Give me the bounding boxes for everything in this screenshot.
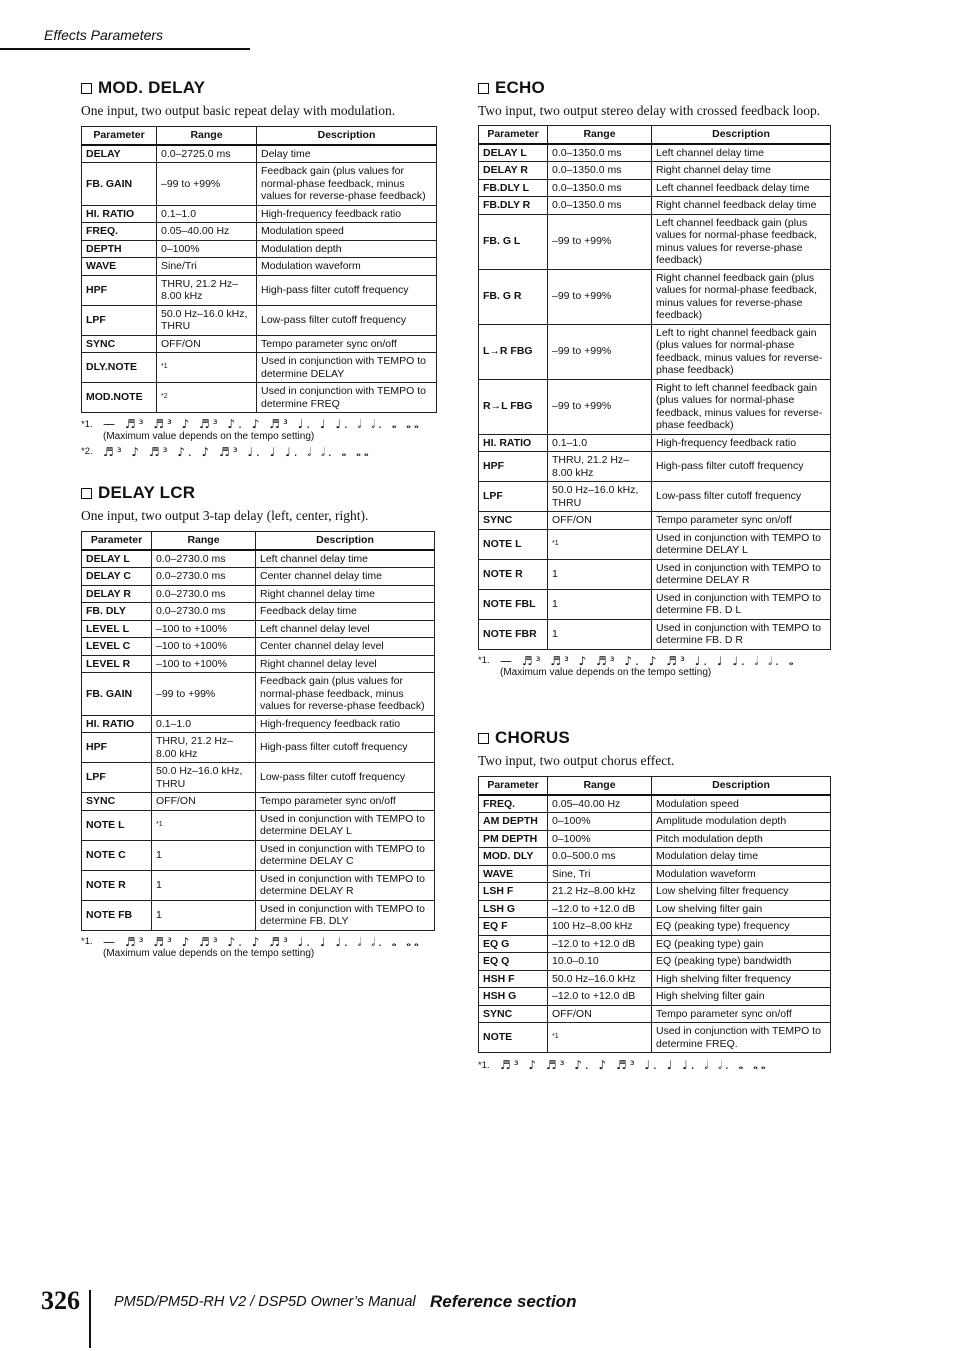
param-range: *1: [548, 529, 652, 559]
col-header-description: Description: [652, 777, 831, 795]
param-range: 0.0–1350.0 ms: [548, 144, 652, 162]
param-description: Used in conjunction with TEMPO to determine DELAY: [257, 353, 437, 383]
param-description: Low shelving filter gain: [652, 900, 831, 918]
param-range: 1: [548, 559, 652, 589]
header-title: Effects Parameters: [44, 27, 164, 43]
param-range: 100 Hz–8.00 kHz: [548, 918, 652, 936]
table-row: [479, 482, 831, 512]
param-description: Tempo parameter sync on/off: [652, 512, 831, 530]
param-name: SYNC: [82, 335, 157, 353]
param-name: NOTE R: [82, 870, 152, 900]
table-row: [82, 840, 435, 870]
param-description: High-pass filter cutoff frequency: [652, 452, 831, 482]
param-name: DELAY C: [82, 568, 152, 586]
param-range: –99 to +99%: [548, 379, 652, 434]
checkbox-square-icon: [478, 83, 489, 94]
col-header-description: Description: [652, 126, 831, 144]
col-header-parameter: Parameter: [82, 127, 157, 145]
table-header-row: [82, 127, 437, 145]
col-header-range: Range: [548, 126, 652, 144]
param-description: Used in conjunction with TEMPO to determine DELAY L: [652, 529, 831, 559]
param-description: Feedback delay time: [256, 603, 435, 621]
table-row: [479, 324, 831, 379]
param-name: HI. RATIO: [82, 715, 152, 733]
param-name: LEVEL L: [82, 620, 152, 638]
param-range: 50.0 Hz–16.0 kHz: [548, 970, 652, 988]
param-range: 0.0–1350.0 ms: [548, 162, 652, 180]
footer-divider: [89, 1290, 91, 1348]
table-row: [82, 163, 437, 206]
section-title: MOD. DELAY: [81, 78, 437, 98]
param-description: Used in conjunction with TEMPO to determine FB. D L: [652, 589, 831, 619]
param-name: R→L FBG: [479, 379, 548, 434]
param-range: Sine/Tri: [157, 258, 257, 276]
footnote-1-sub: (Maximum value depends on the tempo setting): [103, 430, 315, 442]
param-range: 0.0–2730.0 ms: [152, 568, 256, 586]
param-name: SYNC: [479, 1005, 548, 1023]
param-range: 0–100%: [548, 830, 652, 848]
table-row: [82, 223, 437, 241]
param-range: 0–100%: [157, 240, 257, 258]
table-row: [82, 335, 437, 353]
param-name: NOTE C: [82, 840, 152, 870]
table-row: [479, 529, 831, 559]
param-name: MOD.NOTE: [82, 383, 157, 413]
param-description: Low-pass filter cutoff frequency: [256, 763, 435, 793]
param-name: SYNC: [479, 512, 548, 530]
table-row: [479, 900, 831, 918]
table-row: [479, 988, 831, 1006]
param-description: High-frequency feedback ratio: [257, 205, 437, 223]
param-range: 10.0–0.10: [548, 953, 652, 971]
footnote-1: *1. ♬³ ♪ ♬³ ♪. ♪ ♬³ ♩. ♩ ♩. 𝅗𝅥 𝅗𝅥. 𝅝 𝅝𝅝: [478, 1058, 769, 1072]
param-range: 0.05–40.00 Hz: [548, 795, 652, 813]
param-description: Right channel delay level: [256, 655, 435, 673]
param-name: HSH F: [479, 970, 548, 988]
param-range: THRU, 21.2 Hz–8.00 kHz: [157, 275, 257, 305]
param-description: Left channel feedback gain (plus values for normal-phase feedback, minus values for reverse-phase feedback): [652, 214, 831, 269]
parameter-table: [81, 126, 437, 413]
param-name: MOD. DLY: [479, 848, 548, 866]
param-description: Modulation waveform: [257, 258, 437, 276]
table-row: [479, 559, 831, 589]
table-row: [479, 795, 831, 813]
table-row: [82, 763, 435, 793]
param-name: NOTE L: [479, 529, 548, 559]
table-row: [479, 162, 831, 180]
table-row: [479, 144, 831, 162]
param-name: FB. G L: [479, 214, 548, 269]
section-title: DELAY LCR: [81, 483, 437, 503]
param-name: L→R FBG: [479, 324, 548, 379]
table-row: [479, 970, 831, 988]
param-name: LEVEL C: [82, 638, 152, 656]
param-description: Low-pass filter cutoff frequency: [652, 482, 831, 512]
param-range: –100 to +100%: [152, 638, 256, 656]
section-delay-lcr: [81, 483, 437, 960]
header-rule: [0, 48, 250, 50]
parameter-table: [478, 125, 831, 650]
footnote-1: *1. — ♬³ ♬³ ♪ ♬³ ♪. ♪ ♬³ ♩. ♩ ♩. 𝅗𝅥 𝅗𝅥. 𝅝 𝅝𝅝: [81, 417, 422, 431]
param-description: Right channel delay time: [652, 162, 831, 180]
param-range: –99 to +99%: [548, 269, 652, 324]
table-row: [479, 953, 831, 971]
param-description: Low-pass filter cutoff frequency: [257, 305, 437, 335]
param-description: Feedback gain (plus values for normal-phase feedback, minus values for reverse-phase feedback): [256, 673, 435, 716]
param-description: Left channel delay time: [256, 550, 435, 568]
param-range: 0.1–1.0: [152, 715, 256, 733]
param-name: FB. DLY: [82, 603, 152, 621]
param-name: DEPTH: [82, 240, 157, 258]
param-description: Used in conjunction with TEMPO to determine DELAY R: [652, 559, 831, 589]
param-description: Delay time: [257, 145, 437, 163]
table-row: [82, 733, 435, 763]
note-values-icon: ♬³ ♪ ♬³ ♪. ♪ ♬³ ♩. ♩ ♩. 𝅗𝅥 𝅗𝅥. 𝅝 𝅝𝅝: [500, 1058, 769, 1072]
footnote-1-sub: (Maximum value depends on the tempo setting): [500, 667, 712, 679]
param-name: DELAY L: [479, 144, 548, 162]
manual-title: PM5D/PM5D-RH V2 / DSP5D Owner’s Manual: [114, 1294, 416, 1310]
param-range: 0.0–500.0 ms: [548, 848, 652, 866]
param-description: High-frequency feedback ratio: [652, 434, 831, 452]
table-row: [82, 145, 437, 163]
param-description: Used in conjunction with TEMPO to determine FB. D R: [652, 619, 831, 649]
table-row: [479, 379, 831, 434]
param-range: THRU, 21.2 Hz–8.00 kHz: [152, 733, 256, 763]
param-description: Tempo parameter sync on/off: [256, 793, 435, 811]
col-header-parameter: Parameter: [82, 532, 152, 550]
param-name: HI. RATIO: [82, 205, 157, 223]
param-description: Center channel delay time: [256, 568, 435, 586]
param-name: HPF: [82, 733, 152, 763]
param-description: Modulation depth: [257, 240, 437, 258]
param-description: High-frequency feedback ratio: [256, 715, 435, 733]
table-row: [479, 848, 831, 866]
table-row: [82, 275, 437, 305]
param-name: EQ F: [479, 918, 548, 936]
param-description: Center channel delay level: [256, 638, 435, 656]
table-row: [479, 1023, 831, 1053]
table-row: [82, 258, 437, 276]
param-range: –12.0 to +12.0 dB: [548, 900, 652, 918]
table-row: [479, 512, 831, 530]
param-range: OFF/ON: [157, 335, 257, 353]
param-description: Left channel feedback delay time: [652, 179, 831, 197]
table-row: [82, 305, 437, 335]
table-row: [479, 830, 831, 848]
checkbox-square-icon: [478, 733, 489, 744]
table-row: [479, 589, 831, 619]
param-range: *2: [157, 383, 257, 413]
table-row: [479, 619, 831, 649]
table-row: [479, 452, 831, 482]
parameter-table: [81, 531, 435, 931]
param-description: Left channel delay time: [652, 144, 831, 162]
param-description: EQ (peaking type) gain: [652, 935, 831, 953]
param-range: 1: [152, 840, 256, 870]
param-name: FB.DLY R: [479, 197, 548, 215]
param-description: Tempo parameter sync on/off: [652, 1005, 831, 1023]
param-name: HSH G: [479, 988, 548, 1006]
table-row: [479, 197, 831, 215]
table-row: [479, 918, 831, 936]
table-row: [82, 793, 435, 811]
table-row: [479, 935, 831, 953]
param-range: 0.0–2730.0 ms: [152, 585, 256, 603]
table-row: [82, 603, 435, 621]
param-name: LPF: [82, 305, 157, 335]
param-description: Modulation speed: [257, 223, 437, 241]
section-name: Reference section: [430, 1292, 577, 1311]
param-range: –100 to +100%: [152, 620, 256, 638]
param-description: EQ (peaking type) bandwidth: [652, 953, 831, 971]
section-description: Two input, two output chorus effect.: [478, 753, 675, 768]
note-values-icon: — ♬³ ♬³ ♪ ♬³ ♪. ♪ ♬³ ♩. ♩ ♩. 𝅗𝅥 𝅗𝅥. 𝅝 𝅝𝅝: [103, 417, 422, 431]
param-description: Left channel delay level: [256, 620, 435, 638]
param-name: FB. G R: [479, 269, 548, 324]
param-description: Modulation delay time: [652, 848, 831, 866]
param-range: 1: [152, 870, 256, 900]
checkbox-square-icon: [81, 83, 92, 94]
param-range: 0.1–1.0: [157, 205, 257, 223]
param-description: Modulation speed: [652, 795, 831, 813]
param-name: HPF: [479, 452, 548, 482]
param-description: Used in conjunction with TEMPO to determine DELAY C: [256, 840, 435, 870]
param-description: High-pass filter cutoff frequency: [257, 275, 437, 305]
param-name: FB. GAIN: [82, 163, 157, 206]
param-name: NOTE R: [479, 559, 548, 589]
col-header-range: Range: [152, 532, 256, 550]
table-row: [479, 865, 831, 883]
col-header-range: Range: [548, 777, 652, 795]
footnote-1: *1. — ♬³ ♬³ ♪ ♬³ ♪. ♪ ♬³ ♩. ♩ ♩. 𝅗𝅥 𝅗𝅥. 𝅝: [478, 653, 797, 668]
param-range: OFF/ON: [152, 793, 256, 811]
param-description: Feedback gain (plus values for normal-phase feedback, minus values for reverse-phase feedback): [257, 163, 437, 206]
param-name: NOTE FB: [82, 900, 152, 930]
section-title: ECHO: [478, 78, 834, 98]
table-row: [82, 900, 435, 930]
table-row: [479, 179, 831, 197]
section-title: CHORUS: [478, 728, 834, 748]
param-description: Used in conjunction with TEMPO to determine FREQ: [257, 383, 437, 413]
param-description: Amplitude modulation depth: [652, 813, 831, 831]
param-range: 1: [548, 589, 652, 619]
param-name: NOTE L: [82, 810, 152, 840]
param-range: –12.0 to +12.0 dB: [548, 935, 652, 953]
param-description: Used in conjunction with TEMPO to determine FB. DLY: [256, 900, 435, 930]
param-description: Right channel delay time: [256, 585, 435, 603]
param-name: LPF: [82, 763, 152, 793]
table-row: [82, 568, 435, 586]
table-row: [82, 620, 435, 638]
checkbox-square-icon: [81, 488, 92, 499]
param-name: FB. GAIN: [82, 673, 152, 716]
param-description: EQ (peaking type) frequency: [652, 918, 831, 936]
param-range: 0.0–2730.0 ms: [152, 550, 256, 568]
param-name: NOTE: [479, 1023, 548, 1053]
param-description: High-pass filter cutoff frequency: [256, 733, 435, 763]
param-name: EQ Q: [479, 953, 548, 971]
param-range: –99 to +99%: [152, 673, 256, 716]
col-header-description: Description: [257, 127, 437, 145]
param-range: 0.1–1.0: [548, 434, 652, 452]
param-name: NOTE FBL: [479, 589, 548, 619]
param-name: LEVEL R: [82, 655, 152, 673]
param-name: HPF: [82, 275, 157, 305]
param-range: 21.2 Hz–8.00 kHz: [548, 883, 652, 901]
table-row: [82, 383, 437, 413]
param-range: 0.0–1350.0 ms: [548, 179, 652, 197]
param-description: High shelving filter frequency: [652, 970, 831, 988]
param-name: NOTE FBR: [479, 619, 548, 649]
param-description: Right channel feedback delay time: [652, 197, 831, 215]
param-range: Sine, Tri: [548, 865, 652, 883]
footnote-1-sub: (Maximum value depends on the tempo setting): [103, 948, 315, 960]
param-range: OFF/ON: [548, 512, 652, 530]
param-name: DELAY R: [82, 585, 152, 603]
param-description: Right to left channel feedback gain (plus values for normal-phase feedback, minus values for reverse-phase feedback): [652, 379, 831, 434]
param-name: WAVE: [82, 258, 157, 276]
parameter-table: [478, 776, 831, 1053]
param-range: 0.0–2730.0 ms: [152, 603, 256, 621]
param-name: SYNC: [82, 793, 152, 811]
param-range: –99 to +99%: [548, 214, 652, 269]
col-header-range: Range: [157, 127, 257, 145]
table-row: [82, 810, 435, 840]
table-header-row: [479, 126, 831, 144]
note-values-icon: — ♬³ ♬³ ♪ ♬³ ♪. ♪ ♬³ ♩. ♩ ♩. 𝅗𝅥 𝅗𝅥. 𝅝: [500, 653, 797, 668]
param-name: AM DEPTH: [479, 813, 548, 831]
param-range: 1: [548, 619, 652, 649]
param-name: WAVE: [479, 865, 548, 883]
param-description: Used in conjunction with TEMPO to determine FREQ.: [652, 1023, 831, 1053]
table-row: [82, 673, 435, 716]
param-name: DELAY: [82, 145, 157, 163]
param-description: Right channel feedback gain (plus values for normal-phase feedback, minus values for reverse-phase feedback): [652, 269, 831, 324]
col-header-parameter: Parameter: [479, 126, 548, 144]
table-header-row: [82, 532, 435, 550]
param-range: 50.0 Hz–16.0 kHz, THRU: [152, 763, 256, 793]
param-range: –100 to +100%: [152, 655, 256, 673]
footnote-1: *1. — ♬³ ♬³ ♪ ♬³ ♪. ♪ ♬³ ♩. ♩ ♩. 𝅗𝅥 𝅗𝅥. 𝅝 𝅝𝅝: [81, 934, 422, 949]
param-description: Left to right channel feedback gain (plus values for normal-phase feedback, minus values for reverse-phase feedback): [652, 324, 831, 379]
table-row: [82, 870, 435, 900]
table-row: [479, 269, 831, 324]
note-values-icon: ♬³ ♪ ♬³ ♪. ♪ ♬³ ♩. ♩ ♩. 𝅗𝅥 𝅗𝅥. 𝅝 𝅝𝅝: [103, 444, 372, 459]
param-range: 50.0 Hz–16.0 kHz, THRU: [548, 482, 652, 512]
param-range: 0.05–40.00 Hz: [157, 223, 257, 241]
param-description: Tempo parameter sync on/off: [257, 335, 437, 353]
col-header-description: Description: [256, 532, 435, 550]
table-row: [82, 205, 437, 223]
table-row: [82, 655, 435, 673]
section-mod-delay: [81, 78, 437, 458]
col-header-parameter: Parameter: [479, 777, 548, 795]
param-range: OFF/ON: [548, 1005, 652, 1023]
param-range: *1: [548, 1023, 652, 1053]
table-row: [82, 585, 435, 603]
param-description: Used in conjunction with TEMPO to determine DELAY R: [256, 870, 435, 900]
page-number: 326: [41, 1286, 80, 1315]
param-description: Used in conjunction with TEMPO to determine DELAY L: [256, 810, 435, 840]
param-description: Modulation waveform: [652, 865, 831, 883]
param-description: High shelving filter gain: [652, 988, 831, 1006]
param-description: Pitch modulation depth: [652, 830, 831, 848]
param-name: FREQ.: [479, 795, 548, 813]
param-range: –12.0 to +12.0 dB: [548, 988, 652, 1006]
param-name: FREQ.: [82, 223, 157, 241]
note-values-icon: — ♬³ ♬³ ♪ ♬³ ♪. ♪ ♬³ ♩. ♩ ♩. 𝅗𝅥 𝅗𝅥. 𝅝 𝅝𝅝: [103, 934, 422, 949]
table-row: [479, 434, 831, 452]
param-range: –99 to +99%: [548, 324, 652, 379]
param-name: LSH G: [479, 900, 548, 918]
table-row: [82, 240, 437, 258]
table-row: [479, 1005, 831, 1023]
param-range: *1: [157, 353, 257, 383]
table-row: [479, 883, 831, 901]
table-row: [479, 813, 831, 831]
section-description: One input, two output basic repeat delay with modulation.: [81, 103, 396, 118]
param-description: Low shelving filter frequency: [652, 883, 831, 901]
section-echo: [478, 78, 834, 679]
param-name: PM DEPTH: [479, 830, 548, 848]
param-range: THRU, 21.2 Hz–8.00 kHz: [548, 452, 652, 482]
param-range: 50.0 Hz–16.0 kHz, THRU: [157, 305, 257, 335]
param-range: *1: [152, 810, 256, 840]
param-name: FB.DLY L: [479, 179, 548, 197]
section-description: One input, two output 3-tap delay (left, center, right).: [81, 508, 369, 523]
table-row: [82, 715, 435, 733]
param-name: EQ G: [479, 935, 548, 953]
param-name: HI. RATIO: [479, 434, 548, 452]
param-name: LPF: [479, 482, 548, 512]
param-name: DELAY L: [82, 550, 152, 568]
table-row: [82, 550, 435, 568]
section-description: Two input, two output stereo delay with crossed feedback loop.: [478, 103, 821, 118]
table-row: [82, 638, 435, 656]
table-row: [479, 214, 831, 269]
footnote-2: *2. ♬³ ♪ ♬³ ♪. ♪ ♬³ ♩. ♩ ♩. 𝅗𝅥 𝅗𝅥. 𝅝 𝅝𝅝: [81, 444, 372, 459]
param-range: 1: [152, 900, 256, 930]
param-name: LSH F: [479, 883, 548, 901]
param-name: DELAY R: [479, 162, 548, 180]
table-row: [82, 353, 437, 383]
param-range: 0.0–1350.0 ms: [548, 197, 652, 215]
param-range: 0–100%: [548, 813, 652, 831]
param-range: –99 to +99%: [157, 163, 257, 206]
param-name: DLY.NOTE: [82, 353, 157, 383]
section-chorus: [478, 728, 834, 1072]
table-header-row: [479, 777, 831, 795]
param-range: 0.0–2725.0 ms: [157, 145, 257, 163]
